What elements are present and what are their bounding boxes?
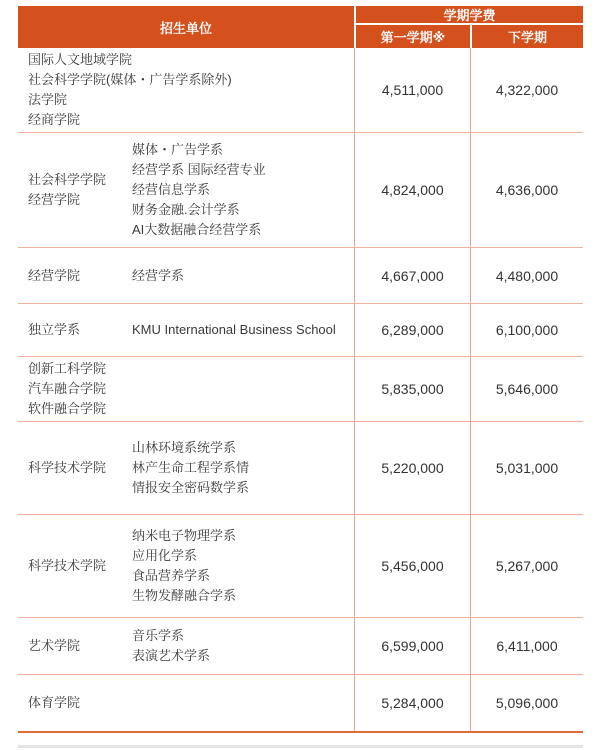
fee-first-cell: 6,599,000 [354,618,470,674]
fee-second-cell: 5,646,000 [470,357,583,421]
fee-second-cell: 6,100,000 [470,304,583,356]
header-fees-group [354,6,583,48]
fee-first-cell: 4,824,000 [354,133,470,247]
fee-first-cell: 4,667,000 [354,248,470,303]
table-row [18,248,583,304]
header-cell-fee-second: 下学期 [470,25,583,48]
header-fees-subrow [356,25,583,48]
fee-first-cell: 6,289,000 [354,304,470,356]
fee-second-cell: 4,636,000 [470,133,583,247]
header-cell-fee-first: 第一学期※ [380,30,446,45]
fee-first-cell: 5,220,000 [354,422,470,514]
table-row [18,422,583,515]
fee-first-cell: 4,511,000 [354,48,470,132]
departments-cell [132,675,354,731]
college-cell: 科学技术学院 [28,460,107,475]
departments-cell: 经营学系 [132,267,185,283]
fee-first-cell: 5,456,000 [354,515,470,617]
departments-cell: KMU International Business School [132,322,336,337]
departments-cell: 音乐学系 表演艺术学系 [132,628,211,663]
fee-first-cell: 5,284,000 [354,675,470,731]
fee-second-cell: 5,267,000 [470,515,583,617]
table-row [18,304,583,357]
table-row [18,133,583,248]
fee-second-cell: 5,031,000 [470,422,583,514]
tuition-table [18,6,583,748]
college-cell: 国际人文地域学院 社会科学学院(媒体・广告学系除外) 法学院 经商学院 [28,52,232,127]
college-cell: 体育学院 [28,695,81,710]
table-header [18,6,583,48]
departments-cell [132,357,354,421]
college-cell: 科学技术学院 [28,558,107,573]
departments-cell: 媒体・广告学系 经营学系 国际经营专业 经营信息学系 财务金融.会计学系 AI大数据融合经营学系 [132,142,266,237]
fee-first-cell: 5,835,000 [354,357,470,421]
table-row [18,48,583,133]
departments-cell [132,48,354,132]
college-cell: 独立学系 [28,322,81,337]
departments-cell: 纳米电子物理学系 应用化学系 食品营养学系 生物发酵融合学系 [132,528,237,603]
fee-second-cell: 4,322,000 [470,48,583,132]
college-cell: 经营学院 [28,267,81,283]
fee-second-cell: 5,096,000 [470,675,583,731]
cropped-bottom-element [18,745,583,748]
table-row [18,357,583,422]
departments-cell: 山林环境系统学系 林产生命工程学系情 情报安全密码数学系 [132,440,250,495]
table-row [18,515,583,618]
table-row [18,675,583,733]
header-cell-unit: 招生单位 [159,20,212,36]
college-cell: 创新工科学院 汽车融合学院 软件融合学院 [28,361,107,416]
fee-second-cell: 6,411,000 [470,618,583,674]
college-cell: 社会科学学院 经营学院 [28,172,107,207]
college-cell: 艺术学院 [28,638,81,653]
header-cell-fees-group: 学期学费 [356,6,583,25]
fee-second-cell: 4,480,000 [470,248,583,303]
table-row [18,618,583,675]
